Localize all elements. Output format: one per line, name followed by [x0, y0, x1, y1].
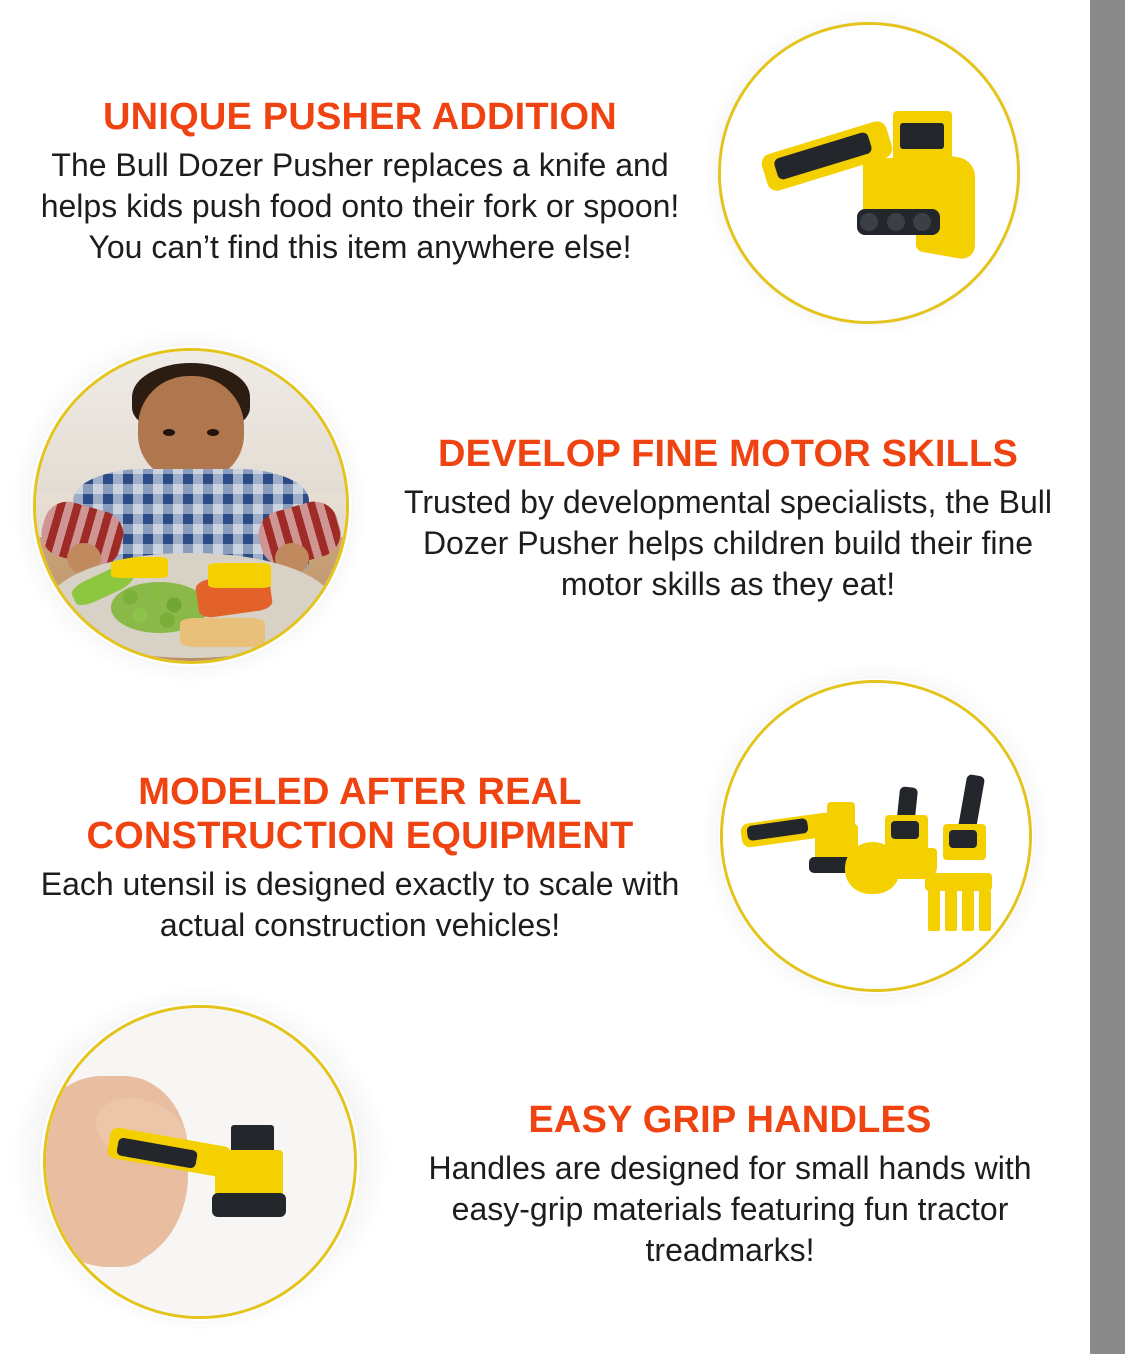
- right-gutter: [1090, 0, 1125, 1354]
- section-2-image-frame: [30, 345, 352, 667]
- section-4-image-frame: [40, 1002, 360, 1322]
- section-1-headline: UNIQUE PUSHER ADDITION: [103, 96, 617, 138]
- section-unique-pusher-addition: [0, 95, 720, 268]
- section-4-image: [43, 1005, 357, 1319]
- section-2-headline: DEVELOP FINE MOTOR SKILLS: [438, 433, 1018, 475]
- section-1-image-frame: [718, 22, 1020, 324]
- section-1-body: The Bull Dozer Pusher replaces a knife and helps kids push food onto their fork or spoon! You can’t find this item anywhere else!: [40, 147, 680, 265]
- bulldozer-illustration: [721, 25, 1017, 321]
- section-2-image: [33, 348, 349, 664]
- section-1-image: [718, 22, 1020, 324]
- section-3-body: Each utensil is designed exactly to scale with actual construction vehicles!: [40, 866, 680, 944]
- section-3-image-frame: [718, 678, 1034, 994]
- section-3-headline: MODELED AFTER REAL CONSTRUCTION EQUIPMENT: [86, 771, 634, 858]
- section-4-headline: EASY GRIP HANDLES: [528, 1099, 932, 1141]
- section-3-image: [720, 680, 1032, 992]
- utensil-set-illustration: [723, 683, 1029, 989]
- child-photo-illustration: [36, 351, 346, 661]
- section-develop-fine-motor-skills: [372, 432, 1084, 605]
- section-4-body: Handles are designed for small hands with easy-grip materials featuring fun tractor treadmarks!: [428, 1150, 1032, 1268]
- section-modeled-after-real-construction-equipment: [30, 770, 690, 946]
- hand-holding-utensil-illustration: [46, 1008, 354, 1316]
- section-2-body: Trusted by developmental specialists, the Bull Dozer Pusher helps children build their fine motor skills as they eat!: [403, 484, 1053, 602]
- section-easy-grip-handles: [380, 1098, 1080, 1271]
